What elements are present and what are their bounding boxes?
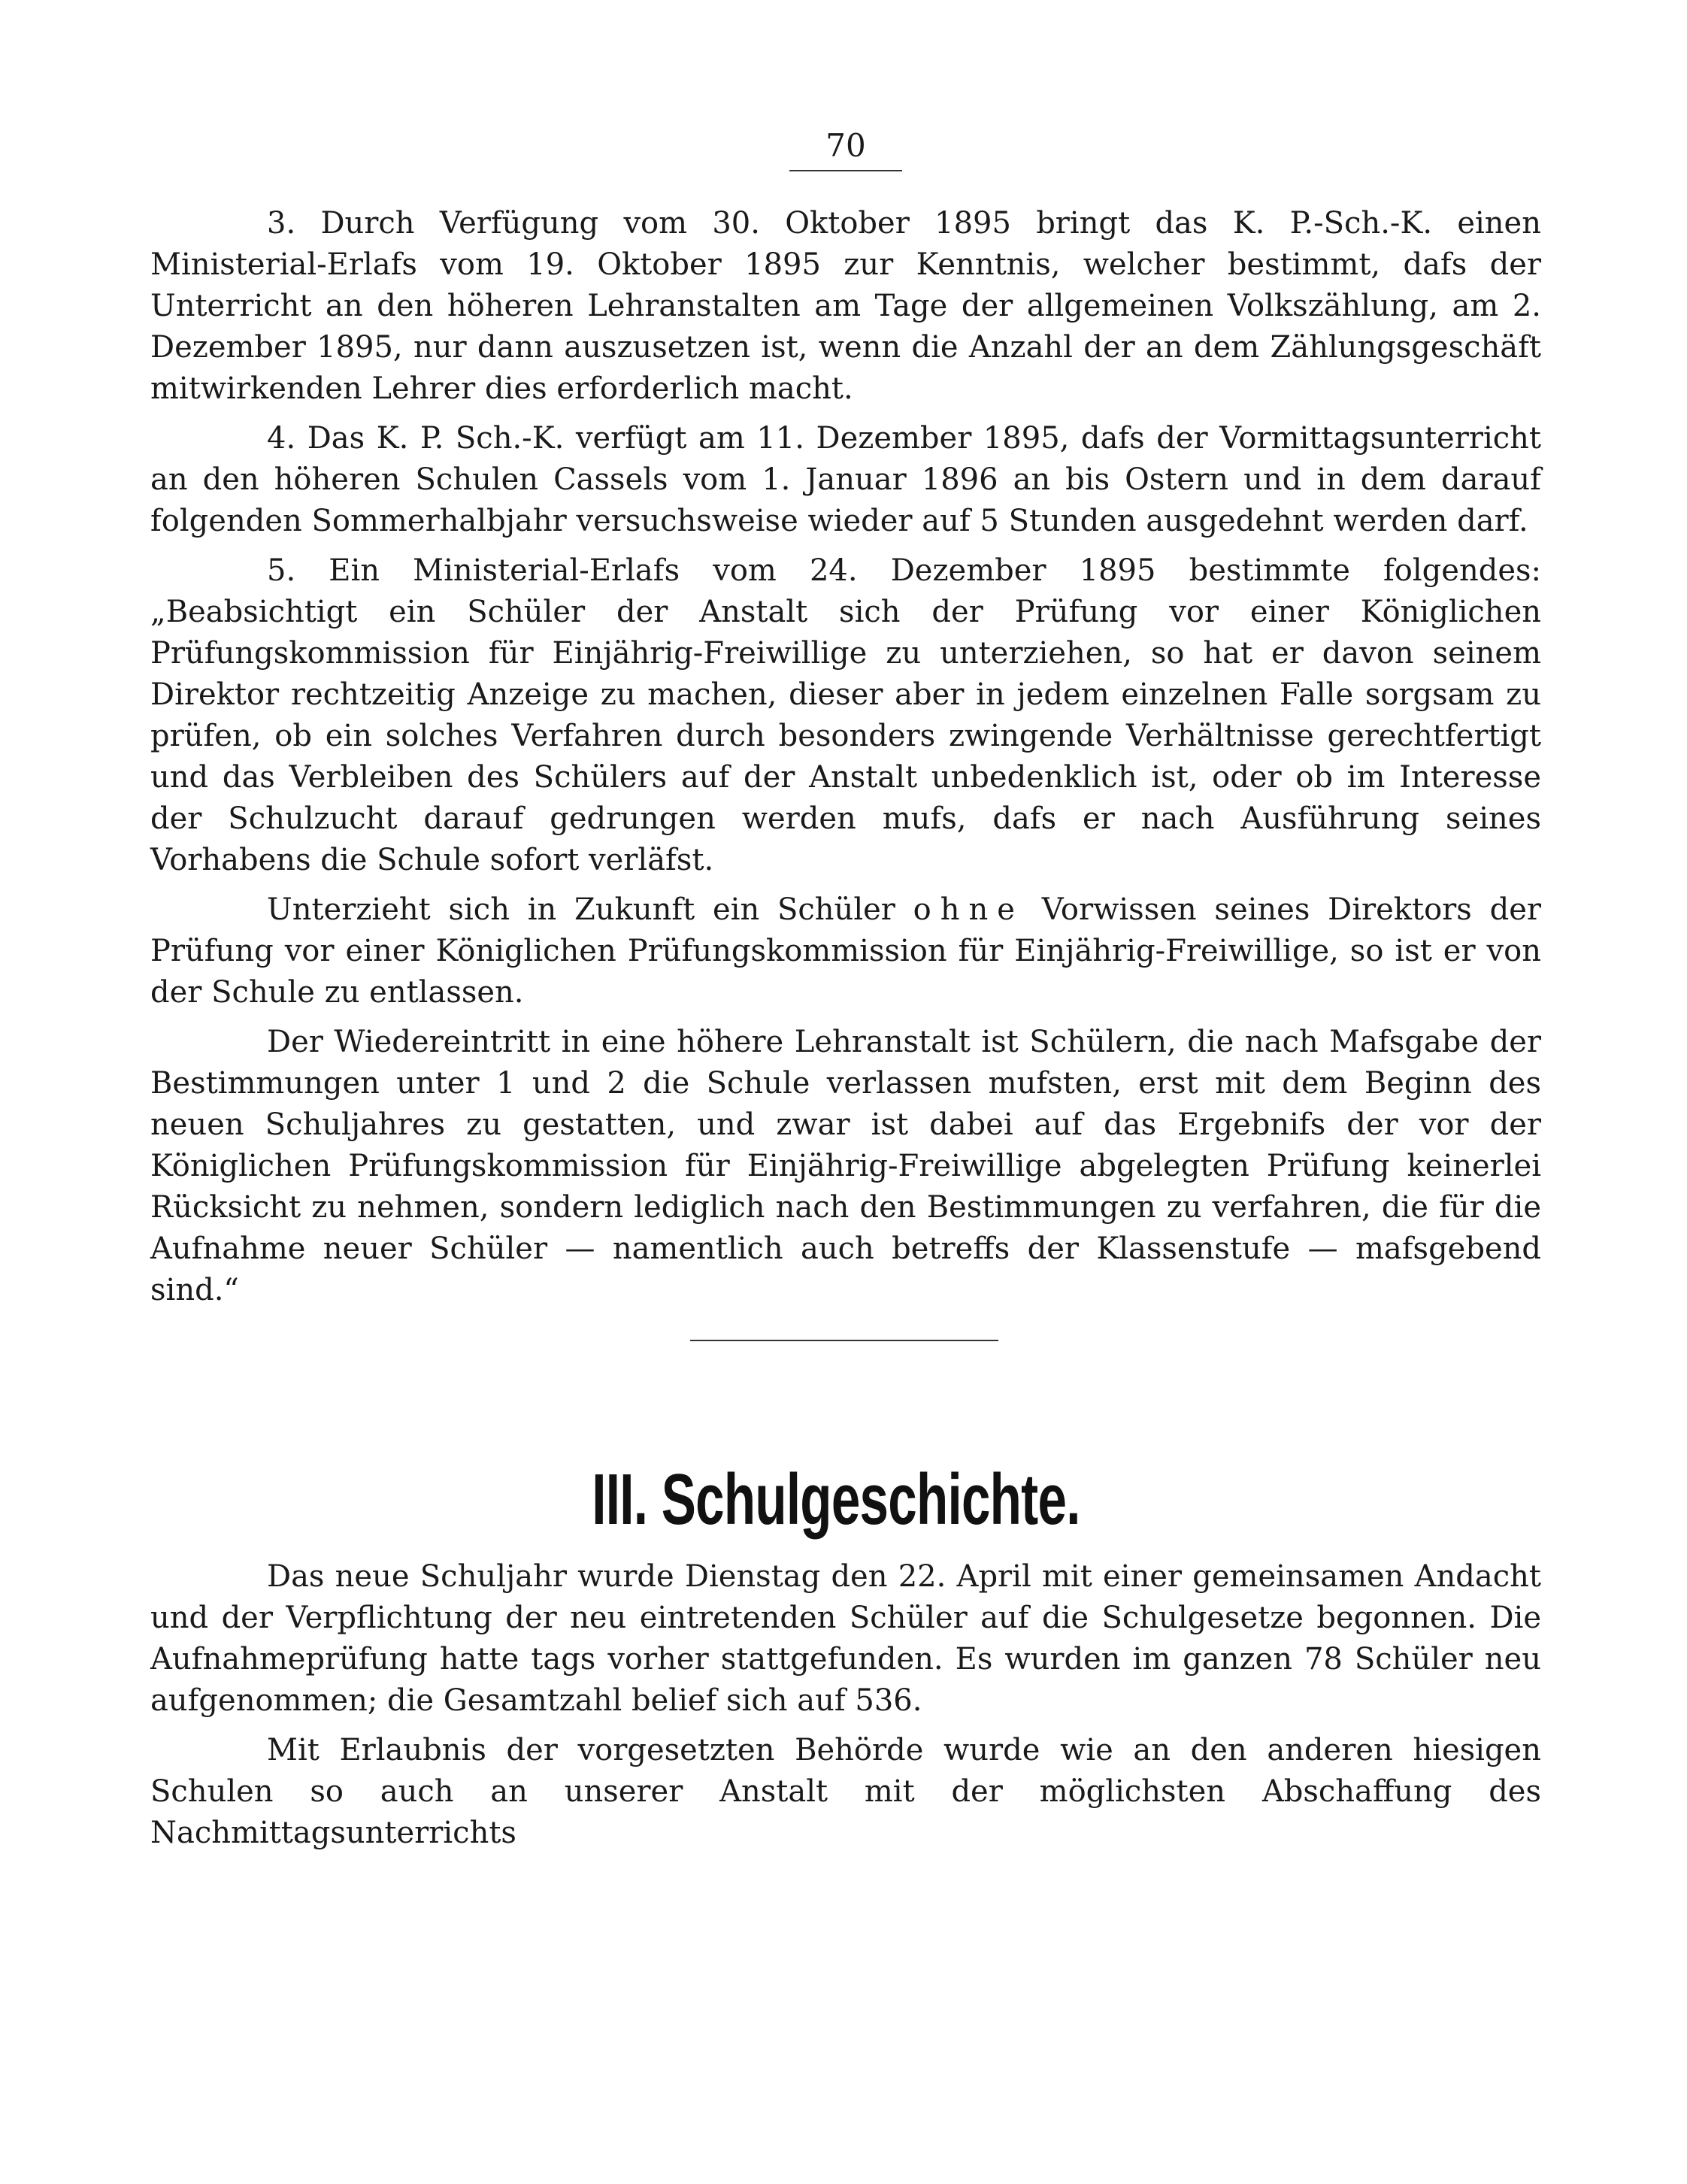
emphasis-ohne: ohne: [913, 892, 1024, 927]
paragraph-3: 3. Durch Verfügung vom 30. Oktober 1895 bringt das K. P.-Sch.-K. einen Ministerial-Erlafs vom 19. Oktober 1895 zur Kenntnis, welcher bestimmt, dafs der Unterricht an den höheren Lehranstalten am Tage der allgemeinen Volkszählung, am 2. Dezember 1895, nur dann auszusetzen ist, wenn die Anzahl der an dem Zählungsgeschäft mitwirkenden Lehrer dies erforderlich macht.: [150, 206, 1541, 406]
page-number-rule: [789, 170, 902, 171]
paragraph-5: 5. Ein Ministerial-Erlafs vom 24. Dezember 1895 bestimmte folgendes: „Beabsichtigt ein Schüler der Anstalt sich der Prüfung vor einer Königlichen Prüfungskommission für Einjährig-Freiwillige zu unterziehen, so hat er davon seinem Direktor rechtzeitig Anzeige zu machen, dieser aber in jedem einzelnen Falle sorgsam zu prüfen, ob ein solches Verfahren durch besonders zwingende Verhältnisse gerechtfertigt und das Verbleiben des Schülers auf der Anstalt unbedenklich ist, oder ob im Interesse der Schulzucht darauf gedrungen werden mufs, dafs er nach Ausführung seines Vorhabens die Schule sofort verläfst.: [150, 553, 1541, 877]
section-divider: [690, 1340, 998, 1341]
section-heading: III. Schulgeschichte.: [592, 1459, 1080, 1540]
lower-text-block: [150, 1556, 1541, 1854]
paragraph-4: 4. Das K. P. Sch.-K. verfügt am 11. Dezember 1895, dafs der Vormittagsunterricht an den höheren Schulen Cassels vom 1. Januar 1896 an bis Ostern und in dem darauf folgenden Sommerhalbjahr versuchsweise wieder auf 5 Stunden ausgedehnt werden darf.: [150, 421, 1541, 538]
paragraph-5-continuation: [150, 889, 1541, 1013]
paragraph-5-continuation-end: Vorwissen seines Direktors der Prüfung vor einer Königlichen Prüfungskommission für Einjährig-Freiwillige, so ist er von der Schule zu entlassen.: [150, 892, 1541, 1010]
page-number: 70: [825, 127, 866, 164]
upper-text-block: [150, 203, 1541, 1311]
paragraph-5-continuation-start: Unterzieht sich in Zukunft ein Schüler: [267, 892, 895, 927]
school-year-paragraph: Das neue Schuljahr wurde Dienstag den 22. April mit einer gemeinsamen Andacht und der Verpflichtung der neu eintretenden Schüler auf die Schulgesetze begonnen. Die Aufnahmeprüfung hatte tags vorher stattgefunden. Es wurden im ganzen 78 Schüler neu aufgenommen; die Gesamtzahl belief sich auf 536.: [150, 1559, 1541, 1718]
afternoon-lessons-paragraph: Mit Erlaubnis der vorgesetzten Behörde wurde wie an den anderen hiesigen Schulen so auch an unserer Anstalt mit der möglichsten Abschaffung des Nachmittagsunterrichts: [150, 1733, 1541, 1850]
paragraph-5-reentry: Der Wiedereintritt in eine höhere Lehranstalt ist Schülern, die nach Mafsgabe der Bestimmungen unter 1 und 2 die Schule verlassen mufsten, erst mit dem Beginn des neuen Schuljahres zu gestatten, und zwar ist dabei auf das Ergebnifs der vor der Königlichen Prüfungskommission für Einjährig-Freiwillige abgelegten Prüfung keinerlei Rücksicht zu nehmen, sondern lediglich nach den Bestimmungen zu verfahren, die für die Aufnahme neuer Schüler — namentlich auch betreffs der Klassenstufe — mafsgebend sind.“: [150, 1025, 1541, 1307]
